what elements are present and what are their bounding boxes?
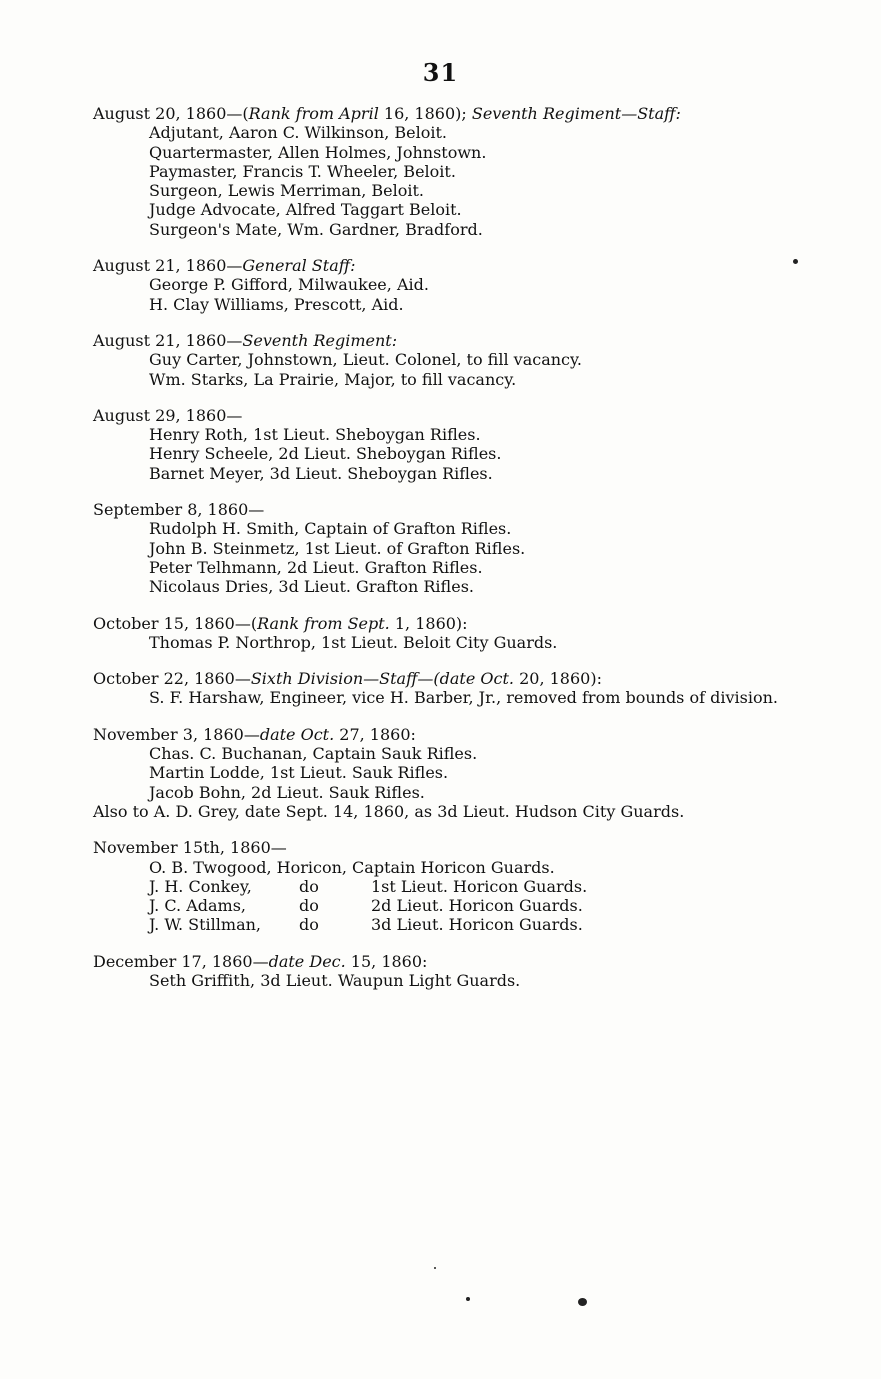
ditto-mark: do	[299, 896, 319, 916]
appointment-entry	[93, 406, 793, 483]
appointee-line: Henry Roth, 1st Lieut. Sheboygan Rifles.	[149, 425, 481, 445]
scan-speck	[793, 259, 798, 264]
appointee-line: John B. Steinmetz, 1st Lieut. of Grafton Rifles.	[149, 538, 526, 558]
heading-segment: 1, 1860):	[389, 613, 468, 633]
entry-date-heading	[93, 669, 793, 688]
appointee-name: J. C. Adams,	[149, 896, 246, 916]
entry-date-heading	[93, 952, 793, 971]
heading-segment: date Oct.	[259, 724, 335, 744]
entry-date-heading	[93, 104, 793, 123]
appointee-line: George P. Gifford, Milwaukee, Aid.	[149, 275, 429, 295]
appointment-entry	[93, 256, 793, 314]
appointment-entry	[93, 331, 793, 389]
ditto-mark: do	[299, 915, 319, 935]
page-number: 31	[422, 58, 459, 87]
appointment-entry	[93, 500, 793, 596]
heading-segment: General Staff:	[242, 256, 356, 276]
appointment-entry	[93, 614, 793, 653]
appointee-line: Surgeon's Mate, Wm. Gardner, Bradford.	[149, 219, 483, 239]
appointee-line: O. B. Twogood, Horicon, Captain Horicon Guards.	[149, 857, 555, 877]
appointee-rank: 2d Lieut. Horicon Guards.	[371, 896, 583, 916]
heading-segment: 27, 1860:	[334, 724, 416, 744]
ditto-mark: do	[299, 876, 319, 896]
appointee-line: Surgeon, Lewis Merriman, Beloit.	[149, 181, 424, 201]
appointment-entry	[93, 725, 793, 821]
heading-segment: Rank from April	[248, 104, 379, 123]
heading-segment: November 15th, 1860—	[93, 838, 287, 858]
appointment-entry	[93, 104, 793, 239]
heading-segment: December 17, 1860—	[93, 951, 269, 971]
appointee-line: Wm. Starks, La Prairie, Major, to fill vacancy.	[149, 369, 517, 389]
heading-segment: August 21, 1860—	[93, 330, 243, 350]
appointee-name: J. W. Stillman,	[149, 915, 262, 935]
entry-date-heading	[93, 406, 793, 425]
appointee-name: J. H. Conkey,	[149, 876, 252, 896]
appointee-line: Paymaster, Francis T. Wheeler, Beloit.	[149, 161, 456, 181]
additional-appointment-line: Also to A. D. Grey, date Sept. 14, 1860, as 3d Lieut. Hudson City Guards.	[93, 801, 685, 821]
heading-segment: 15, 1860:	[345, 951, 428, 971]
appointee-line	[93, 877, 793, 896]
heading-segment: September 8, 1860—	[93, 500, 265, 520]
appointee-line: Judge Advocate, Alfred Taggart Beloit.	[149, 200, 462, 220]
appointments-list	[93, 104, 793, 1007]
heading-segment: 20, 1860):	[514, 669, 602, 689]
appointment-entry	[93, 669, 793, 708]
appointee-line: Rudolph H. Smith, Captain of Grafton Rifles.	[149, 519, 512, 539]
appointment-entry	[93, 838, 793, 934]
appointee-line: Peter Telhmann, 2d Lieut. Grafton Rifles.	[149, 557, 483, 577]
appointee-line: S. F. Harshaw, Engineer, vice H. Barber, Jr., removed from bounds of division.	[149, 688, 778, 708]
appointment-entry	[93, 952, 793, 991]
appointee-line	[93, 915, 793, 934]
appointee-line: Adjutant, Aaron C. Wilkinson, Beloit.	[149, 123, 447, 143]
heading-segment: Rank from Sept.	[257, 613, 390, 633]
scan-speck	[434, 1267, 436, 1269]
entry-date-heading	[93, 838, 793, 857]
appointee-line: Henry Scheele, 2d Lieut. Sheboygan Rifles.	[149, 444, 502, 464]
scan-speck	[578, 1298, 587, 1306]
appointee-line: Jacob Bohn, 2d Lieut. Sauk Rifles.	[149, 782, 425, 802]
heading-segment: date Dec.	[268, 951, 346, 971]
appointee-line: Martin Lodde, 1st Lieut. Sauk Rifles.	[149, 763, 449, 783]
appointee-line	[93, 896, 793, 915]
appointee-rank: 1st Lieut. Horicon Guards.	[371, 876, 588, 896]
appointee-rank: 3d Lieut. Horicon Guards.	[371, 915, 583, 935]
appointee-line: Guy Carter, Johnstown, Lieut. Colonel, to fill vacancy.	[149, 350, 582, 370]
heading-segment: October 15, 1860—(	[93, 613, 258, 633]
appointee-line: Barnet Meyer, 3d Lieut. Sheboygan Rifles.	[149, 463, 493, 483]
entry-date-heading	[93, 500, 793, 519]
heading-segment: August 20, 1860—(	[93, 104, 249, 123]
appointee-line: H. Clay Williams, Prescott, Aid.	[149, 294, 404, 314]
heading-segment: 16, 1860);	[378, 104, 472, 123]
appointee-line: Seth Griffith, 3d Lieut. Waupun Light Guards.	[149, 970, 521, 990]
heading-segment: Seventh Regiment:	[242, 330, 398, 350]
appointee-line: Thomas P. Northrop, 1st Lieut. Beloit City Guards.	[149, 632, 558, 652]
appointee-line: Nicolaus Dries, 3d Lieut. Grafton Rifles.	[149, 577, 474, 597]
heading-segment: August 21, 1860—	[93, 256, 243, 276]
entry-date-heading	[93, 614, 793, 633]
appointee-line: Chas. C. Buchanan, Captain Sauk Rifles.	[149, 744, 478, 764]
entry-date-heading	[93, 725, 793, 744]
appointee-line: Quartermaster, Allen Holmes, Johnstown.	[149, 142, 487, 162]
scan-speck	[466, 1297, 470, 1301]
entry-date-heading	[93, 331, 793, 350]
heading-segment: August 29, 1860—	[93, 405, 243, 425]
heading-segment: Sixth Division—Staff—(date Oct.	[250, 669, 514, 689]
heading-segment: October 22, 1860—	[93, 669, 251, 689]
heading-segment: Seventh Regiment—Staff:	[471, 104, 681, 123]
entry-date-heading	[93, 256, 793, 275]
heading-segment: November 3, 1860—	[93, 724, 260, 744]
